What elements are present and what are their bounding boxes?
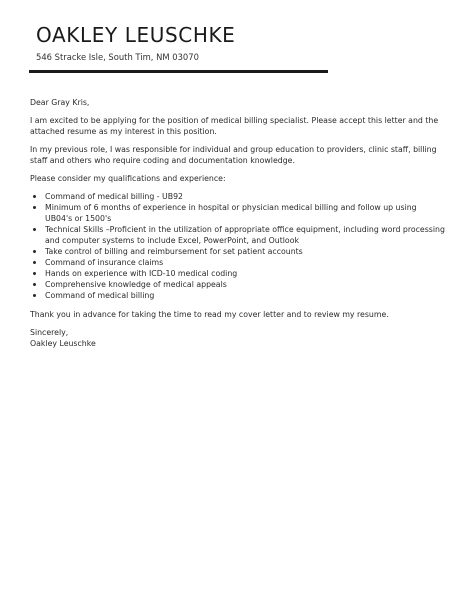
- applicant-name: OAKLEY LEUSCHKE: [36, 23, 236, 47]
- qualifications-intro: Please consider my qualifications and experience:: [30, 174, 226, 183]
- signoff: Sincerely,: [30, 328, 69, 337]
- experience-paragraph: In my previous role, I was responsible for individual and group education to providers, clinic staff, billing staff and others who require coding and documentation knowledge.: [30, 145, 437, 165]
- qualifications-list: [30, 191, 445, 301]
- list-item: [30, 268, 445, 279]
- list-item: [30, 191, 445, 202]
- bullet-icon: [33, 272, 36, 275]
- closing-paragraph: Thank you in advance for taking the time to read my cover letter and to review my resume.: [30, 310, 389, 319]
- bullet-icon: [33, 283, 36, 286]
- bullet-icon: [33, 206, 36, 209]
- list-item: [30, 290, 445, 301]
- list-item-text: Command of insurance claims: [45, 258, 164, 267]
- salutation: Dear Gray Kris,: [30, 98, 90, 107]
- list-item-text: Take control of billing and reimbursement for set patient accounts: [45, 247, 303, 256]
- signature-name: Oakley Leuschke: [30, 339, 96, 348]
- list-item-text: Minimum of 6 months of experience in hospital or physician medical billing and follow up using UB04's or 1500's: [45, 203, 417, 223]
- applicant-address: 546 Stracke Isle, South Tim, NM 03070: [36, 52, 199, 62]
- intro-paragraph: I am excited to be applying for the position of medical billing specialist. Please accept this letter and the attached resume as my interest in this position.: [30, 116, 439, 136]
- list-item: [30, 246, 445, 257]
- bullet-icon: [33, 294, 36, 297]
- bullet-icon: [33, 195, 36, 198]
- letter-header: [36, 22, 336, 63]
- list-item-text: Technical Skills –Proficient in the utilization of appropriate office equipment, including word processing and computer systems to include Excel, PowerPoint, and Outlook: [45, 225, 445, 245]
- bullet-icon: [33, 261, 36, 264]
- list-item-text: Command of medical billing: [45, 291, 155, 300]
- list-item-text: Command of medical billing - UB92: [45, 192, 184, 201]
- bullet-icon: [33, 250, 36, 253]
- header-divider: [29, 70, 328, 73]
- list-item: [30, 257, 445, 268]
- list-item-text: Hands on experience with ICD-10 medical coding: [45, 269, 238, 278]
- list-item: [30, 202, 445, 224]
- list-item: [30, 224, 445, 246]
- list-item-text: Comprehensive knowledge of medical appeals: [45, 280, 227, 289]
- letter-body: [30, 97, 445, 349]
- bullet-icon: [33, 228, 36, 231]
- list-item: [30, 279, 445, 290]
